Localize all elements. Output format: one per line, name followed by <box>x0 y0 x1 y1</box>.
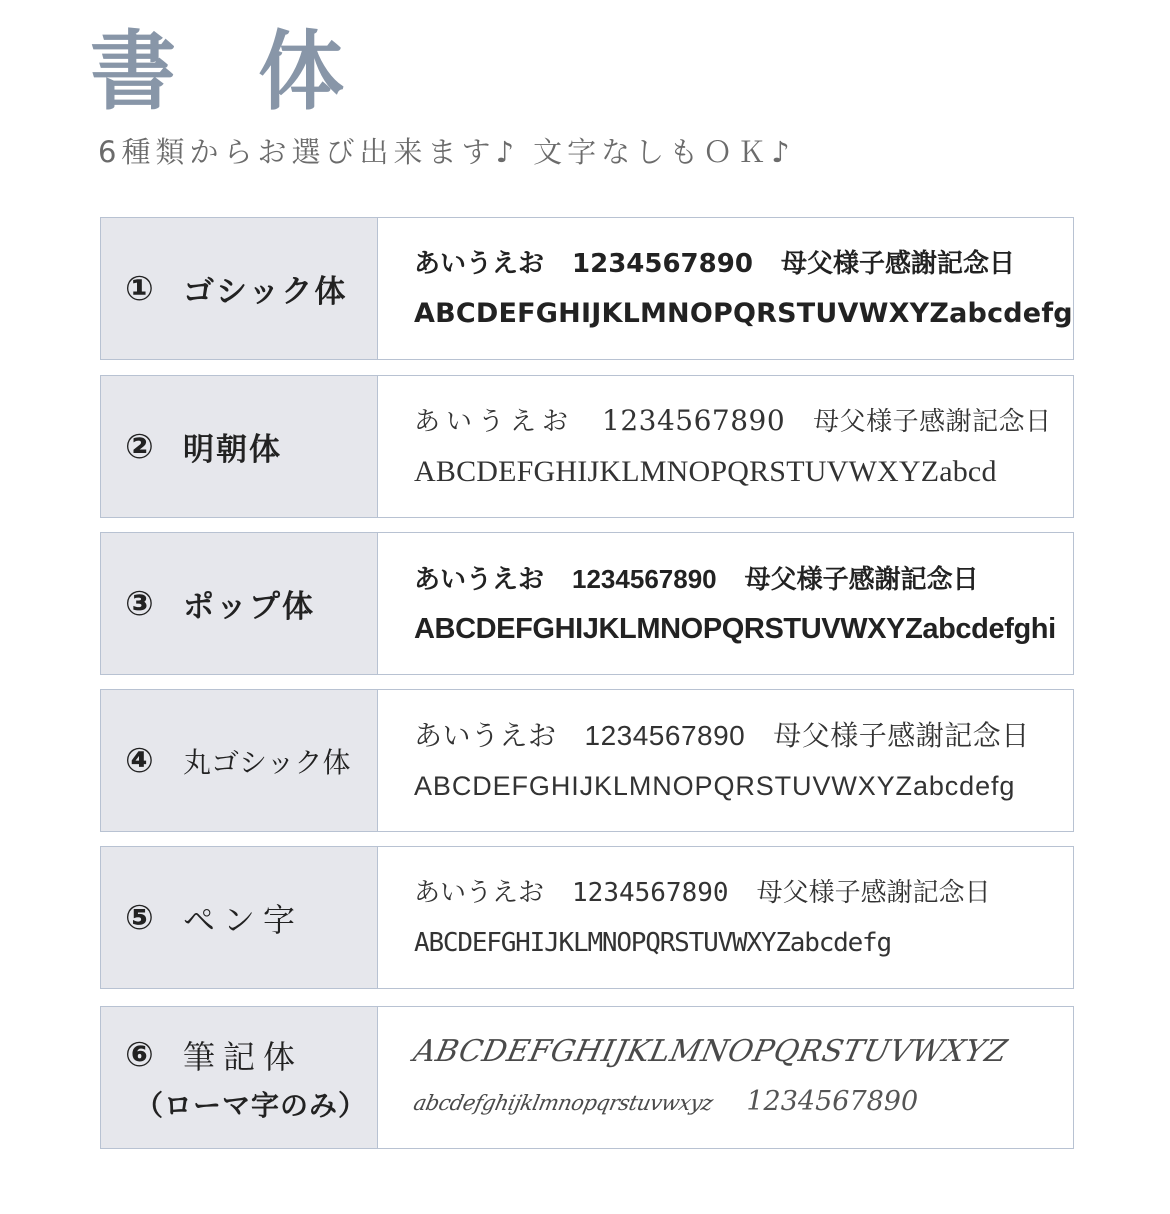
sample-line-lower <box>411 1077 1073 1128</box>
sample-alphabet: ABCDEFGHIJKLMNOPQRSTUVWXYZabcdefg <box>414 297 1073 329</box>
font-number: ⑤ <box>125 897 154 938</box>
font-name: 丸ゴシック体 <box>183 745 351 779</box>
sample-kana: あいうえお <box>414 407 575 437</box>
font-name: ポップ体 <box>183 589 315 625</box>
sample-digits: 1234567890 <box>572 248 753 279</box>
sample-line-japanese <box>414 239 1073 289</box>
sample-line-japanese <box>414 554 1073 604</box>
font-row-pen <box>100 846 1074 989</box>
font-row-mincho <box>100 375 1074 518</box>
sample-kana: あいうえお <box>414 877 545 908</box>
font-sample-cell <box>378 1007 1073 1148</box>
font-sample-cell <box>378 690 1073 831</box>
sample-kanji: 母父様子感謝記念日 <box>773 719 1030 751</box>
sample-digits: 1234567890 <box>584 719 746 751</box>
font-row-pop <box>100 532 1074 675</box>
sample-kanji: 母父様子感謝記念日 <box>744 563 979 594</box>
sample-line-japanese <box>414 711 1073 761</box>
font-label-cell <box>101 847 378 988</box>
font-name: 明朝体 <box>183 432 282 468</box>
sample-kanji: 母父様子感謝記念日 <box>756 877 991 908</box>
page-title: 書 体 <box>90 22 370 122</box>
sample-kana: あいうえお <box>414 719 557 751</box>
font-sample-cell <box>378 376 1073 517</box>
font-row-maru-gothic <box>100 689 1074 832</box>
font-number: ② <box>125 426 154 467</box>
font-sample-cell <box>378 847 1073 988</box>
font-name-note: （ローマ字のみ） <box>135 1088 368 1122</box>
font-sample-cell <box>378 533 1073 674</box>
font-label-cell <box>101 376 378 517</box>
font-label-cell <box>101 218 378 359</box>
sample-kana: あいうえお <box>414 248 545 279</box>
sample-uppercase: ABCDEFGHIJKLMNOPQRSTUVWXYZ <box>410 1034 1011 1069</box>
font-number: ③ <box>125 583 154 624</box>
font-number: ⑥ <box>125 1034 154 1075</box>
font-label-cell <box>101 533 378 674</box>
font-row-script <box>100 1006 1074 1149</box>
font-name: ゴシック体 <box>183 274 348 310</box>
sample-digits: 1234567890 <box>602 404 786 437</box>
sample-alphabet: ABCDEFGHIJKLMNOPQRSTUVWXYZabcdefghi <box>414 612 1056 645</box>
font-row-gothic <box>100 217 1074 360</box>
sample-lowercase: abcdefghijklmnopqrstuvwxyz <box>411 1091 715 1115</box>
font-name: ペン字 <box>183 900 304 939</box>
sample-line-japanese <box>414 868 1073 918</box>
sample-alphabet: ABCDEFGHIJKLMNOPQRSTUVWXYZabcd <box>414 455 997 488</box>
font-name: 筆記体 <box>183 1037 304 1076</box>
font-number: ④ <box>125 740 154 781</box>
sample-digits: 1234567890 <box>746 1086 919 1117</box>
sample-digits: 1234567890 <box>572 877 729 908</box>
font-sample-cell <box>378 218 1073 359</box>
font-label-cell <box>101 690 378 831</box>
sample-kana: あいうえお <box>414 563 545 594</box>
page-subtitle: 6種類からお選び出来ます♪ 文字なしもＯＫ♪ <box>98 135 795 169</box>
font-number: ① <box>125 268 154 309</box>
sample-alphabet: ABCDEFGHIJKLMNOPQRSTUVWXYZabcdefg <box>414 927 891 958</box>
sample-alphabet: ABCDEFGHIJKLMNOPQRSTUVWXYZabcdefg <box>414 770 1016 801</box>
sample-kanji: 母父様子感謝記念日 <box>813 407 1052 437</box>
sample-digits: 1234567890 <box>572 563 717 594</box>
sample-kanji: 母父様子感謝記念日 <box>780 248 1015 279</box>
sample-line-japanese <box>414 396 1073 447</box>
font-label-cell <box>101 1007 378 1148</box>
